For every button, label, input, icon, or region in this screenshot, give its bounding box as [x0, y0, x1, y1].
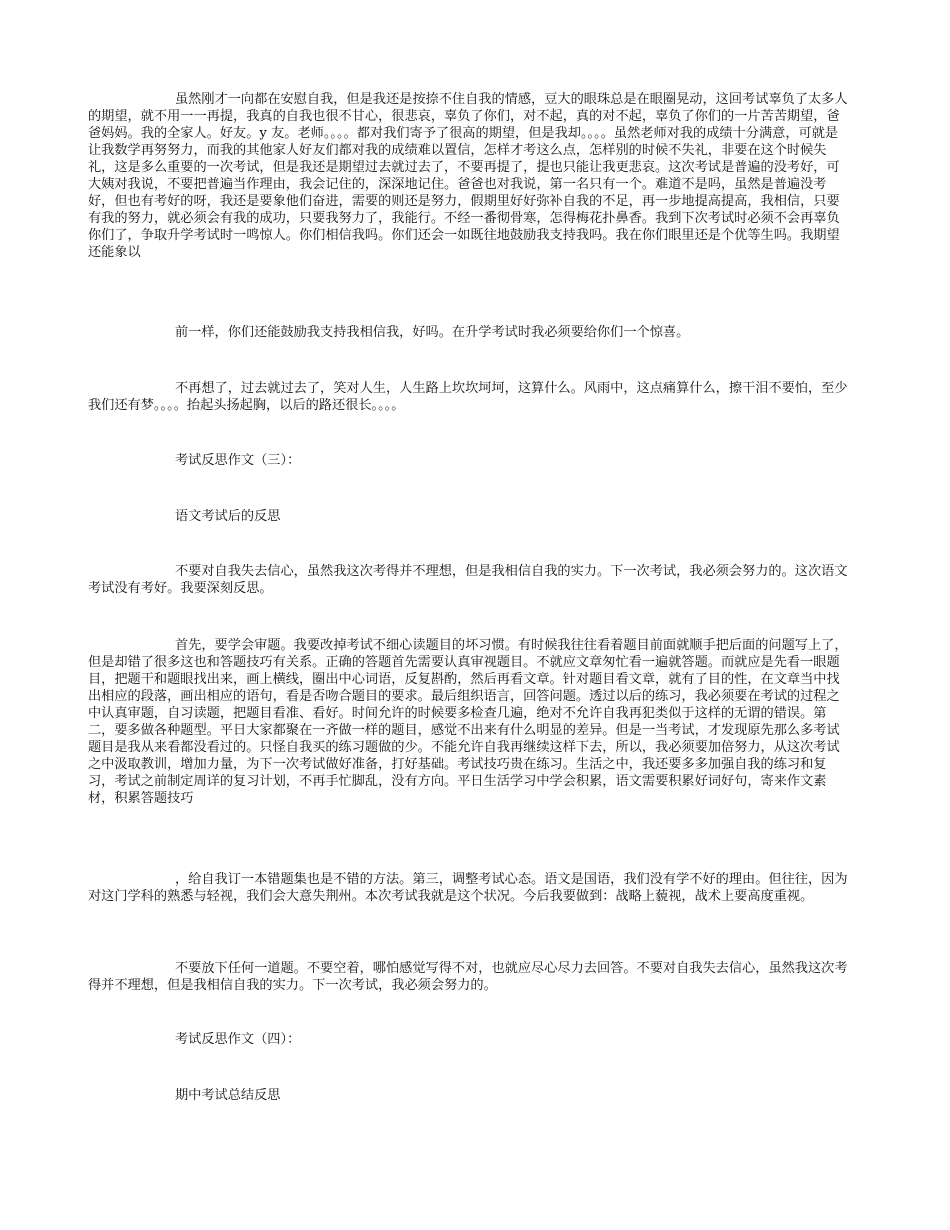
- section-subtitle-4: 期中考试总结反思: [175, 1088, 281, 1103]
- paragraph-2: 前一样，你们还能鼓励我支持我相信我，好吗。在升学考试时我必须要给你们一个惊喜。: [175, 325, 690, 340]
- paragraph-5: 首先，要学会审题。我要改掉考试不细心读题目的坏习惯。有时候我往往看着题目前面就顺手把后面的问题写上了，但是却错了很多这也和答题技巧有关系。正确的答题首先需要认真审视题目。不就应文章匆忙看一遍就答题。而就应是先看一眼题目，把题干和题眼找出来，画上横线，圈出中心词语，反复斟酌，然后再看文章。针对题目看文章，就有了目的性，在文章当中找出相应的段落，画出相应的语句，看是否吻合题目的要求。最后组织语言，回答问题。透过以后的练习，我必须要在考试的过程之中认真审题，自习读题，把题目看准、看好。时间允许的时候要多检查几遍，绝对不允许自我再犯类似于这样的无谓的错误。第二，要多做各种题型。平日大家都聚在一齐做一样的题目，感觉不出来有什么明显的差异。但是一当考试，才发现原先那么多考试题目是我从来看都没看过的。只怪自我买的练习题做的少。不能允许自我再继续这样下去，所以，我必须要加倍努力，从这次考试之中汲取教训，增加力量，为下一次考试做好准备，打好基础。考试技巧贵在练习。生活之中，我还要多多加强自我的练习和复习，考试之前制定周详的复习计划，不再手忙脚乱，没有方向。平日生活学习中学会积累，语文需要积累好词好句，寄来作文素材，积累答题技巧: [88, 638, 848, 806]
- paragraph-3: 不再想了，过去就过去了，笑对人生，人生路上坎坎坷坷，这算什么。风雨中，这点痛算什么，擦干泪不要怕，至少我们还有梦。。。。抬起头扬起胸，以后的路还很长。。。。: [88, 381, 848, 413]
- paragraph-4: 不要对自我失去信心，虽然我这次考得并不理想，但是我相信自我的实力。下一次考试，我必须会努力的。这次语文考试没有考好。我要深刻反思。: [88, 564, 848, 596]
- section-heading-4: 考试反思作文（四）：: [175, 1032, 301, 1047]
- paragraph-6: ，给自我订一本错题集也是不错的方法。第三，调整考试心态。语文是国语，我们没有学不好的理由。但往往，因为对这门学科的熟悉与轻视，我们会大意失荆州。本次考试我就是这个状况。今后我要做到：战略上藐视，战术上要高度重视。: [88, 872, 848, 904]
- paragraph-1: 虽然刚才一向都在安慰自我，但是我还是按捺不住自我的情感，豆大的眼珠总是在眼圈晃动，这回考试辜负了太多人的期望，就不用一一再提，我真的自我也很不甘心，很悲哀，辜负了你们，对不起，真的对不起，辜负了你们的一片苦苦期望，爸爸妈妈。我的全家人。好友。y 友。老师。。。。都对我们寄予了很高的期望，但是我却。。。。虽然老师对我的成绩十分满意，可就是让我数学再努努力，而我的其他家人好友们都对我的成绩难以置信，怎样才考这么点，怎样别的时候不失礼，非要在这个时候失礼，这是多么重要的一次考试，但是我还是期望过去就过去了，不要再提了，提也只能让我更悲哀。这次考试是普遍的没考好，可大姨对我说，不要把普遍当作理由，我会记住的，深深地记住。爸爸也对我说，第一名只有一个。难道不是吗，虽然是普遍没考好，但也有考好的呀，我还是要象他们奋进，需要的则还是努力，假期里好好弥补自我的不足，再一步地提高提高，我相信，只要有我的努力，就必须会有我的成功，只要我努力了，我能行。不经一番彻骨寒，怎得梅花扑鼻香。我到下次考试时必须不会再辜负你们了，争取升学考试时一鸣惊人。你们相信我吗。你们还会一如既往地鼓励我支持我吗。我在你们眼里还是个优等生吗。我期望还能象以: [88, 92, 848, 260]
- section-subtitle-3: 语文考试后的反思: [175, 509, 281, 524]
- paragraph-7: 不要放下任何一道题。不要空着，哪怕感觉写得不对，也就应尽心尽力去回答。不要对自我失去信心，虽然我这次考得并不理想，但是我相信自我的实力。下一次考试，我必须会努力的。: [88, 961, 848, 993]
- section-heading-3: 考试反思作文（三）：: [175, 453, 301, 468]
